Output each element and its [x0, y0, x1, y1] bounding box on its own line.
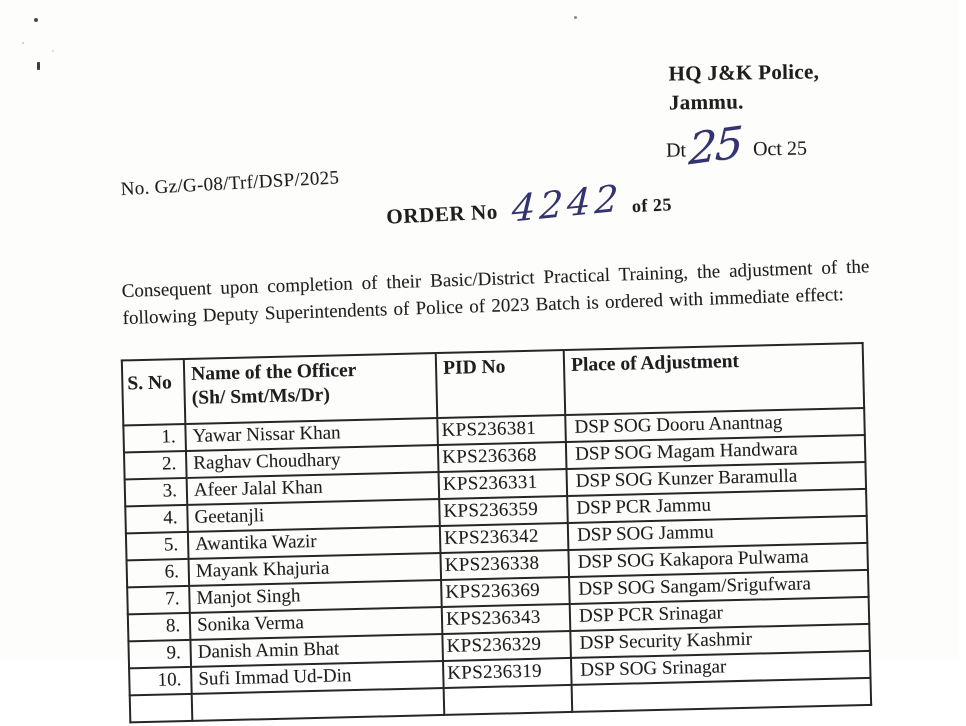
cell-place: DSP SOG Dooru Anantnag	[565, 408, 865, 442]
cell-pid: KPS236319	[443, 658, 572, 688]
cell-name: Awantika Wazir	[188, 526, 441, 559]
cell-place: DSP SOG Sangam/Srigufwara	[569, 570, 869, 604]
order-title-line	[385, 176, 673, 233]
order-suffix: of 25	[631, 194, 673, 217]
cell-name: Danish Amin Bhat	[190, 634, 443, 667]
cell-name: Sonika Verma	[190, 607, 443, 640]
date-line	[665, 117, 808, 176]
letterhead	[668, 57, 819, 117]
cell-place: DSP SOG Kakapora Pulwama	[568, 543, 868, 577]
cell-sno: 8.	[128, 613, 191, 641]
cell-name: Afeer Jalal Khan	[187, 472, 440, 505]
col-header-name-line1: Name of the Officer	[190, 359, 357, 385]
cell-sno: 9.	[128, 640, 191, 668]
cell-place: DSP SOG Jammu	[568, 516, 868, 550]
cell-name: Geetanjli	[187, 499, 440, 532]
cell-empty	[572, 678, 872, 712]
col-header-place: Place of Adjustment	[564, 343, 864, 415]
cell-pid: KPS236338	[440, 550, 569, 580]
cell-sno: 6.	[127, 559, 190, 587]
cell-name: Raghav Choudhary	[186, 445, 439, 478]
cell-sno: 7.	[127, 586, 190, 614]
col-header-sno: S. No	[122, 359, 186, 425]
handwritten-date-number: 25	[687, 117, 743, 176]
letterhead-org-line1: HQ J&K Police,	[668, 59, 820, 86]
cell-place: DSP SOG Magam Handwara	[566, 435, 866, 469]
cell-sno: 4.	[125, 505, 188, 533]
cell-name: Sufi Immad Ud-Din	[191, 661, 444, 694]
order-body-paragraph: Consequent upon completion of their Basic/District Practical Training, the adjustment of the following Deputy Superintendents of Police of 2023 Batch is ordered with immediate effect:	[121, 256, 870, 330]
cell-empty	[444, 685, 573, 715]
col-header-pid: PID No	[436, 350, 565, 418]
reference-number: No. Gz/G-08/Trf/DSP/2025	[120, 167, 340, 201]
cell-sno: 2.	[124, 451, 187, 479]
cell-place: DSP PCR Srinagar	[570, 597, 870, 631]
date-suffix: Oct 25	[752, 137, 808, 161]
cell-pid: KPS236343	[442, 604, 571, 634]
cell-pid: KPS236331	[439, 469, 568, 499]
cell-name: Yawar Nissar Khan	[185, 418, 438, 451]
cell-place: DSP PCR Jammu	[567, 489, 867, 523]
cell-name: Mayank Khajuria	[189, 553, 442, 586]
cell-pid: KPS236369	[441, 577, 570, 607]
cell-empty	[130, 694, 193, 722]
cell-empty	[192, 688, 445, 721]
handwritten-order-number: 4242	[510, 176, 623, 231]
officers-table-body	[123, 408, 871, 722]
cell-pid: KPS236381	[437, 415, 566, 445]
order-label: ORDER No	[385, 199, 499, 229]
date-prefix: Dt	[665, 139, 687, 162]
cell-pid: KPS236359	[439, 496, 568, 526]
cell-sno: 1.	[123, 424, 186, 452]
col-header-name	[184, 353, 437, 424]
cell-place: DSP SOG Srinagar	[571, 651, 871, 685]
cell-sno: 3.	[125, 478, 188, 506]
cell-name: Manjot Singh	[189, 580, 442, 613]
cell-sno: 5.	[126, 532, 189, 560]
cell-pid: KPS236368	[438, 442, 567, 472]
cell-place: DSP SOG Kunzer Baramulla	[567, 462, 867, 496]
letterhead-org-line2: Jammu.	[668, 89, 744, 115]
officers-table	[121, 342, 872, 723]
cell-pid: KPS236329	[442, 631, 571, 661]
cell-pid: KPS236342	[440, 523, 569, 553]
cell-place: DSP Security Kashmir	[570, 624, 870, 658]
cell-sno: 10.	[129, 667, 192, 695]
col-header-name-line2: (Sh/ Smt/Ms/Dr)	[191, 384, 331, 410]
